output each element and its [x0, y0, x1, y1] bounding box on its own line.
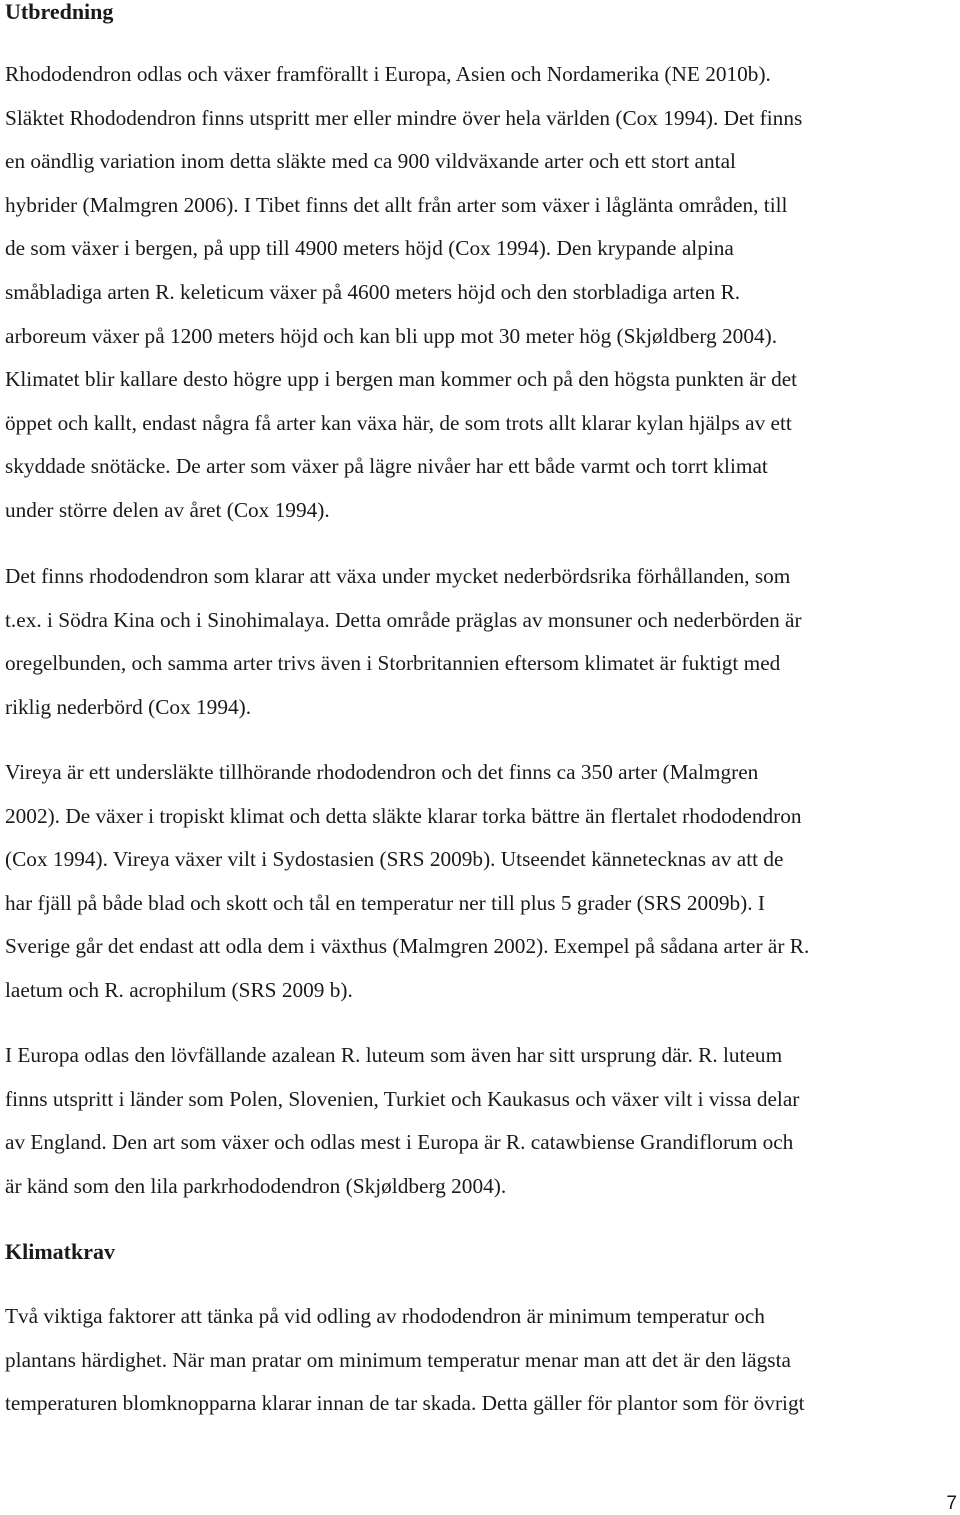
text-line: 2002). De växer i tropiskt klimat och detta släkte klarar torka bättre än flertalet rhododendron	[5, 803, 802, 828]
text-line: Två viktiga faktorer att tänka på vid odling av rhododendron är minimum temperatur och	[5, 1304, 765, 1328]
text-line: Klimatet blir kallare desto högre upp i bergen man kommer och på den högsta punkten är det	[5, 367, 798, 392]
paragraph-vireya	[5, 751, 809, 1013]
paragraph-climate-requirements	[5, 1295, 805, 1426]
text-line: är känd som den lila parkrhododendron (Skjøldberg 2004).	[5, 1173, 507, 1198]
section-heading-klimatkrav: Klimatkrav	[5, 1239, 115, 1264]
text-line: har fjäll på både blad och skott och tål en temperatur ner till plus 5 grader (SRS 2009b). I	[5, 890, 765, 915]
text-line: oregelbunden, och samma arter trivs även i Storbritannien eftersom klimatet är fuktigt med	[5, 651, 781, 676]
text-line: plantans härdighet. När man pratar om minimum temperatur menar man att det är den lägsta	[5, 1347, 791, 1372]
text-line: temperaturen blomknopparna klarar innan de tar skada. Detta gäller för plantor som för övrigt	[5, 1391, 805, 1416]
text-line: skyddade snötäcke. De arter som växer på lägre nivåer har ett både varmt och torrt klimat	[5, 454, 768, 479]
text-line: småbladiga arten R. keleticum växer på 4600 meters höjd och den storbladiga arten R.	[5, 279, 741, 304]
text-line: arboreum växer på 1200 meters höjd och kan bli upp mot 30 meter hög (Skjøldberg 2004).	[5, 323, 778, 348]
page-number: 7	[946, 1493, 957, 1514]
text-line: I Europa odlas den lövfällande azalean R. luteum som även har sitt ursprung där. R. luteum	[5, 1043, 783, 1067]
text-line: öppet och kallt, endast några få arter kan växa här, de som trots allt klarar kylan hjälps av ett	[5, 410, 792, 435]
text-line: av England. Den art som växer och odlas mest i Europa är R. catawbiense Grandiflorum och	[5, 1130, 794, 1155]
text-line: laetum och R. acrophilum (SRS 2009 b).	[5, 977, 353, 1002]
text-line: finns utspritt i länder som Polen, Slovenien, Turkiet och Kaukasus och växer vilt i vissa delar	[5, 1086, 800, 1111]
paragraph-precipitation	[5, 555, 802, 729]
text-line: hybrider (Malmgren 2006). I Tibet finns det allt från arter som växer i låglänta områden, till	[5, 192, 788, 217]
text-line: Sverige går det endast att odla dem i växthus (Malmgren 2002). Exempel på sådana arter är R.	[5, 934, 810, 959]
text-line: de som växer i bergen, på upp till 4900 meters höjd (Cox 1994). Den krypande alpina	[5, 236, 734, 261]
text-line: (Cox 1994). Vireya växer vilt i Sydostasien (SRS 2009b). Utseendet kännetecknas av att de	[5, 847, 784, 872]
text-line: Rhododendron odlas och växer framförallt i Europa, Asien och Nordamerika (NE 2010b).	[5, 62, 771, 86]
text-line: t.ex. i Södra Kina och i Sinohimalaya. Detta område präglas av monsuner och nederbörden är	[5, 607, 802, 632]
text-line: riklig nederbörd (Cox 1994).	[5, 694, 252, 719]
text-line: en oändlig variation inom detta släkte med ca 900 vildväxande arter och ett stort antal	[5, 149, 736, 174]
text-line: Det finns rhododendron som klarar att växa under mycket nederbördsrika förhållanden, som	[5, 564, 791, 588]
text-line: under större delen av året (Cox 1994).	[5, 497, 330, 522]
paragraph-distribution	[5, 53, 802, 533]
paragraph-europe	[5, 1034, 799, 1208]
section-heading-utbredning: Utbredning	[5, 0, 114, 24]
text-line: Vireya är ett undersläkte tillhörande rhododendron och det finns ca 350 arter (Malmgren	[5, 760, 759, 784]
text-line: Släktet Rhododendron finns utspritt mer eller mindre över hela världen (Cox 1994). Det finns	[5, 105, 803, 130]
